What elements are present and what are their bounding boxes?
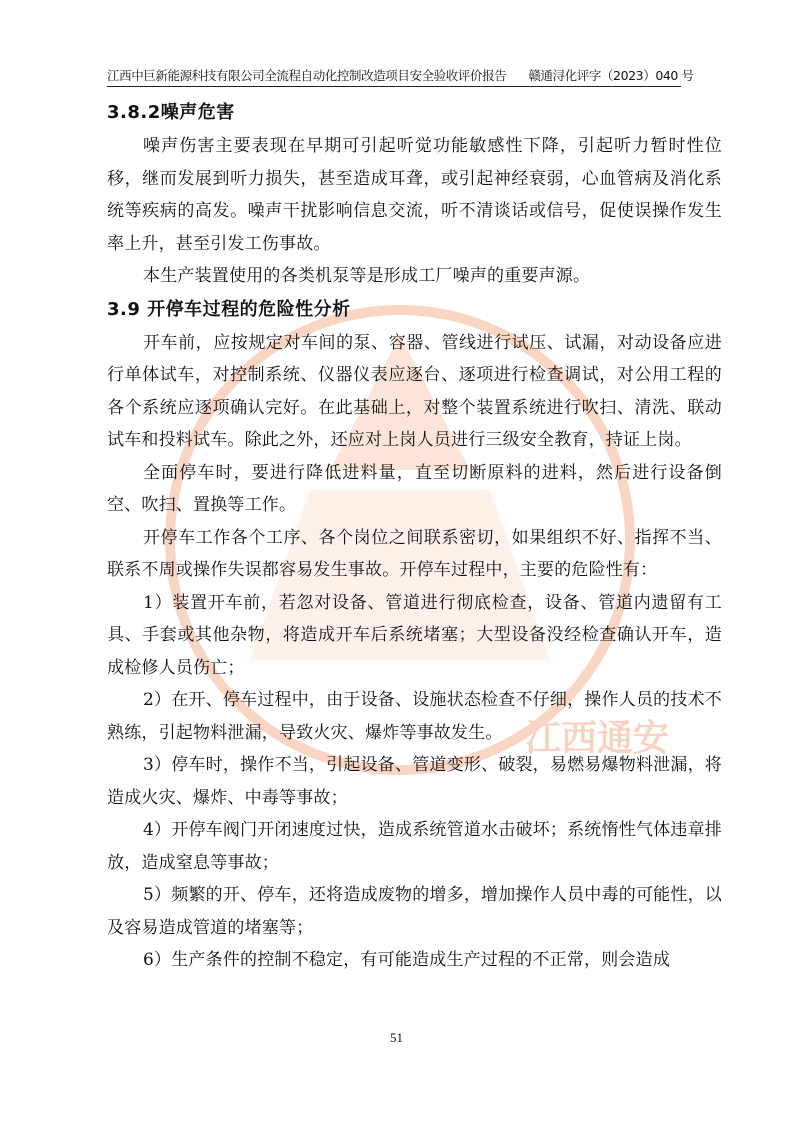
page-header — [107, 68, 694, 87]
watermark-text: 江西通安 — [525, 718, 670, 759]
section-heading: 3.9 开停车过程的危险性分析 — [107, 298, 351, 320]
paragraph: 全面停车时，要进行降低进料量，直至切断原料的进料，然后进行设备倒空、吹扫、置换等工作。 — [107, 462, 722, 515]
report-title: 江西中巨新能源科技有限公司全流程自动化控制改造项目安全验收评价报告 — [107, 68, 507, 83]
list-item: 6）生产条件的控制不稳定，有可能造成生产过程的不正常，则会造成 — [143, 950, 671, 970]
list-item: 3）停车时，操作不当，引起设备、管道变形、破裂，易燃易爆物料泄漏，将造成火灾、爆炸、中毒等事故； — [107, 755, 722, 808]
report-ref: 赣通浔化评字（2023）040 号 — [528, 68, 694, 83]
list-item: 1）装置开车前，若忽对设备、管道进行彻底检查，设备、管道内遗留有工具、手套或其他杂物，将造成开车后系统堵塞；大型设备没经检查确认开车，造成检修人员伤亡； — [107, 592, 722, 678]
paragraph: 噪声伤害主要表现在早期可引起听觉功能敏感性下降，引起听力暂时性位移，继而发展到听力损失，甚至造成耳聋，或引起神经衰弱，心血管病及消化系统等疾病的高发。噪声干扰影响信息交流，听不清谈话或信号，促使误操作发生率上升，甚至引发工伤事故。 — [107, 136, 722, 254]
paragraph: 开停车工作各个工序、各个岗位之间联系密切，如果组织不好、指挥不当、联系不周或操作失误都容易发生事故。开停车过程中，主要的危险性有： — [107, 527, 722, 580]
list-item: 2）在开、停车过程中，由于设备、设施状态检查不仔细，操作人员的技术不熟练，引起物料泄漏，导致火灾、爆炸等事故发生。 — [107, 690, 722, 743]
paragraph: 本生产装置使用的各类机泵等是形成工厂噪声的重要声源。 — [143, 266, 591, 286]
section-heading: 3.8.2噪声危害 — [107, 102, 235, 123]
paragraph: 开车前，应按规定对车间的泵、容器、管线进行试压、试漏，对动设备应进行单体试车，对控制系统、仪器仪表应逐台、逐项进行检查调试，对公用工程的各个系统应逐项确认完好。在此基础上，对整个装置系统进行吹扫、清洗、联动试车和投料试车。除此之外，还应对上岗人员进行三级安全教育，持证上岗。 — [107, 332, 722, 450]
list-item: 5）频繁的开、停车，还将造成废物的增多，增加操作人员中毒的可能性，以及容易造成管道的堵塞等； — [107, 885, 722, 938]
page-number: 51 — [390, 1030, 403, 1045]
document-body — [107, 96, 722, 977]
list-item: 4）开停车阀门开闭速度过快，造成系统管道水击破坏；系统惰性气体违章排放，造成窒息等事故； — [107, 820, 722, 873]
